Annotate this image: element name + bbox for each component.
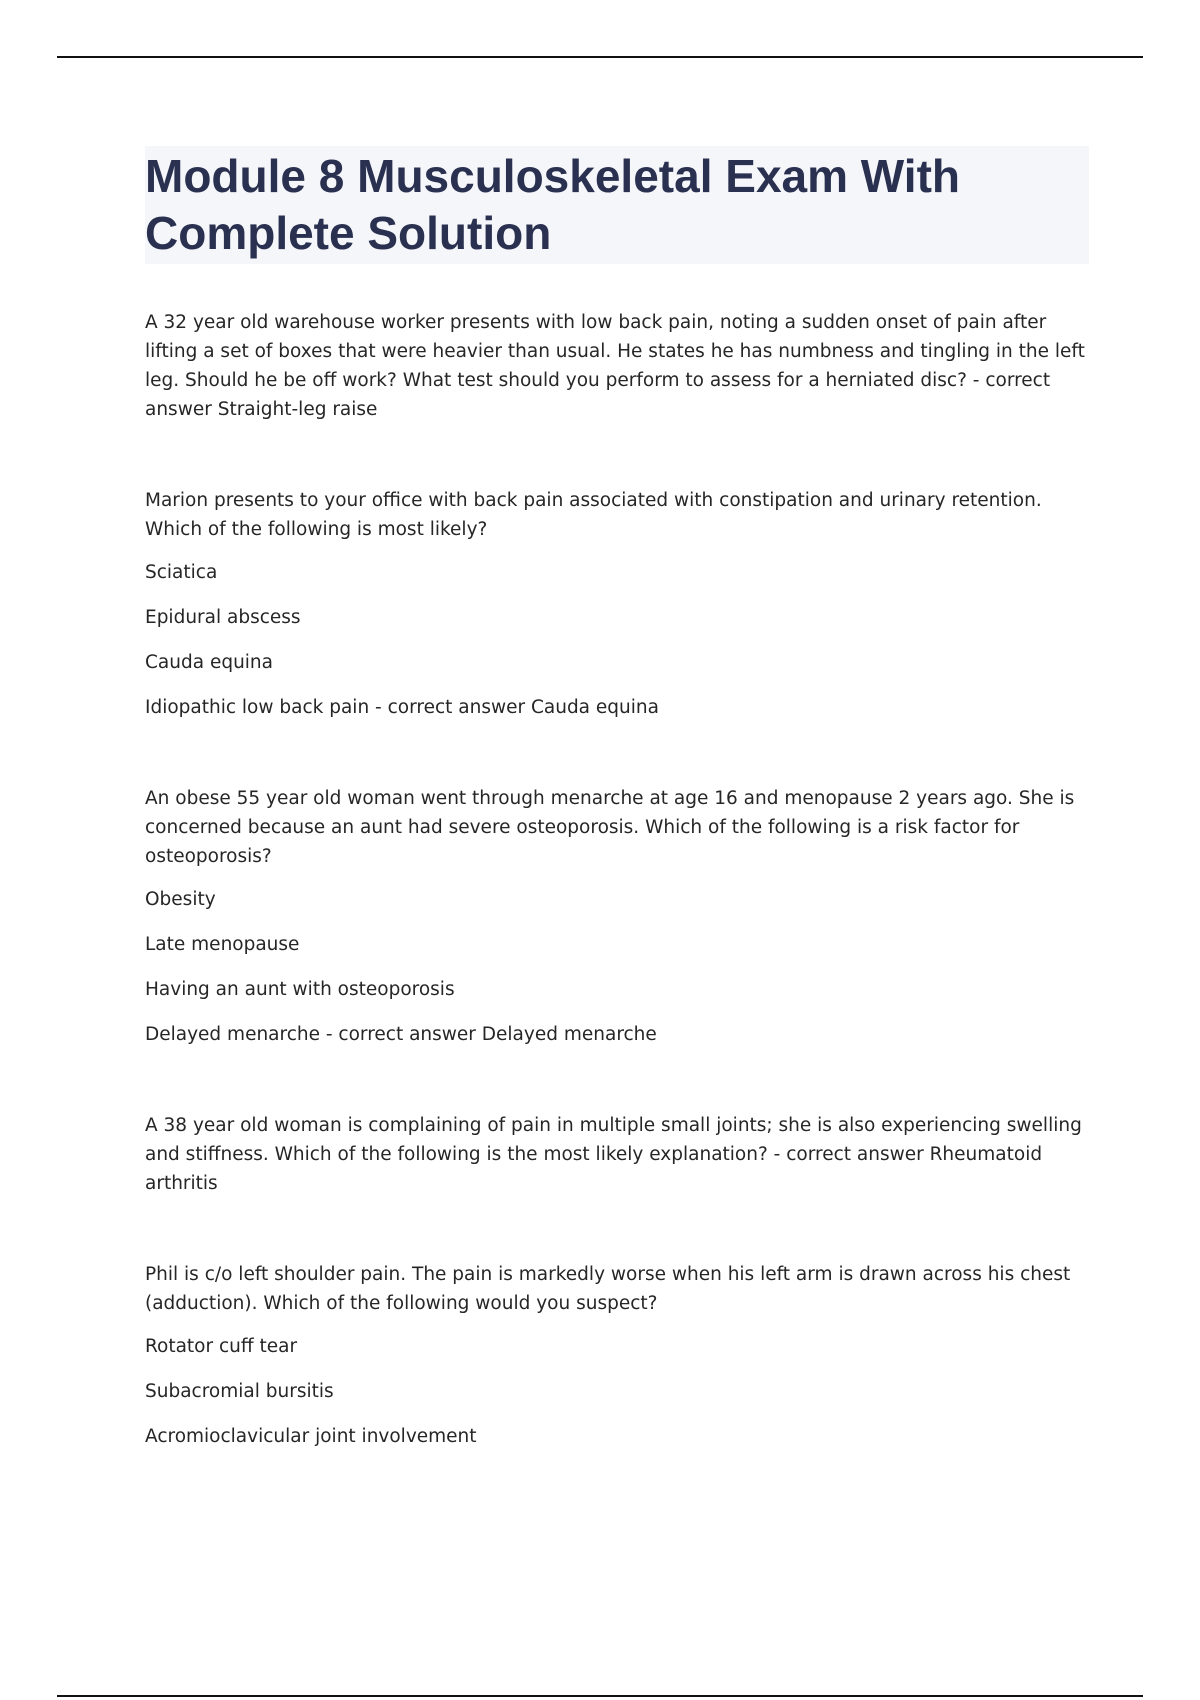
question-text: A 38 year old woman is complaining of pain in multiple small joints; she is also experiencing swelling and stiffness. Which of the following is the most likely explanation? - correct answer Rheumatoid arthritis	[145, 1115, 1082, 1194]
title-box	[145, 146, 1089, 264]
question-3	[145, 784, 1089, 1049]
bottom-rule	[57, 1695, 1143, 1697]
document-title: Module 8 Musculoskeletal Exam With Complete Solution	[145, 150, 960, 259]
question-text: A 32 year old warehouse worker presents with low back pain, noting a sudden onset of pain after lifting a set of boxes that were heavier than usual. He states he has numbness and tingling in the left leg. Should he be off work? What test should you perform to assess for a herniated disc? - correct answer Straight-leg raise	[145, 312, 1085, 420]
question-text: Marion presents to your office with back pain associated with constipation and urinary retention. Which of the following is most likely?	[145, 490, 1042, 540]
answer-option: Cauda equina	[145, 652, 273, 673]
question-4	[145, 1111, 1089, 1198]
answer-option: Acromioclavicular joint involvement	[145, 1426, 477, 1447]
question-list	[145, 308, 1089, 1451]
answer-option: Epidural abscess	[145, 607, 301, 628]
top-rule	[57, 56, 1143, 58]
question-text: Phil is c/o left shoulder pain. The pain is markedly worse when his left arm is drawn across his chest (adduction). Which of the following would you suspect?	[145, 1264, 1071, 1314]
answer-option: Late menopause	[145, 934, 300, 955]
question-text: An obese 55 year old woman went through menarche at age 16 and menopause 2 years ago. She is concerned because an aunt had severe osteoporosis. Which of the following is a risk factor for osteoporosis?	[145, 788, 1075, 867]
answer-option: Sciatica	[145, 562, 218, 583]
answer-option: Delayed menarche - correct answer Delayed menarche	[145, 1024, 657, 1045]
question-1	[145, 308, 1089, 424]
answer-option: Obesity	[145, 889, 216, 910]
question-5	[145, 1260, 1089, 1451]
answer-option: Idiopathic low back pain - correct answer Cauda equina	[145, 697, 659, 718]
answer-option: Having an aunt with osteoporosis	[145, 979, 455, 1000]
question-2	[145, 486, 1089, 722]
document-body	[145, 146, 1089, 1513]
answer-option: Rotator cuff tear	[145, 1336, 298, 1357]
answer-option: Subacromial bursitis	[145, 1381, 334, 1402]
